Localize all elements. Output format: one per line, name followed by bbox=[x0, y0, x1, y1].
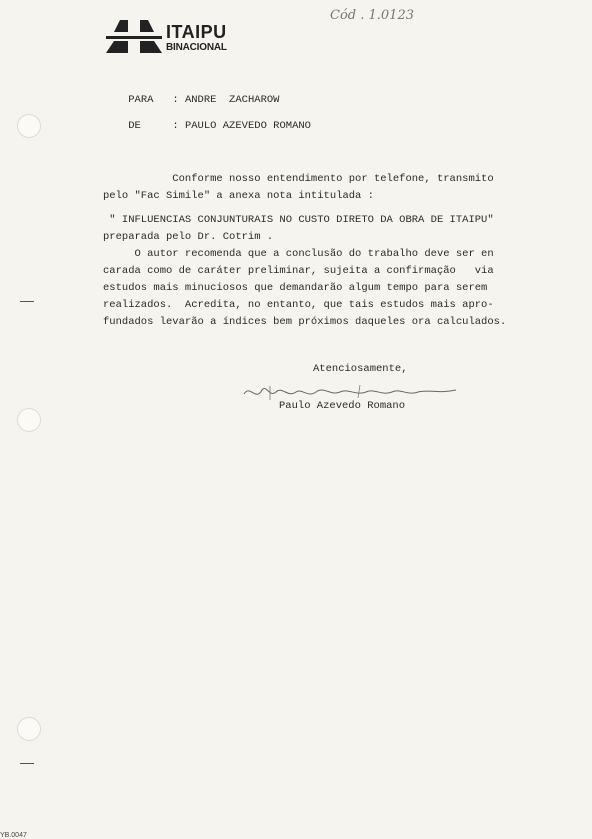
body-line: carada como de caráter preliminar, sujeita a confirmação via bbox=[103, 265, 494, 277]
punch-hole bbox=[17, 114, 41, 138]
from-value: PAULO AZEVEDO ROMANO bbox=[184, 120, 311, 132]
fold-mark bbox=[20, 301, 34, 302]
signer-name: Paulo Azevedo Romano bbox=[279, 400, 406, 412]
from-row bbox=[103, 108, 311, 144]
footer-code: YB.0047 bbox=[0, 832, 27, 839]
body-line: pelo "Fac Simile" a anexa nota intitulada : bbox=[103, 190, 374, 202]
body-line: O autor recomenda que a conclusão do trabalho deve ser en bbox=[103, 248, 494, 260]
fold-mark bbox=[20, 763, 34, 764]
itaipu-logo-mark-icon bbox=[106, 20, 162, 54]
to-value: ANDRE ZACHAROW bbox=[184, 94, 280, 106]
body-line: estudos mais minuciosos que demandarão algum tempo para serem bbox=[103, 282, 488, 294]
from-label: DE : bbox=[128, 120, 179, 132]
logo-name: ITAIPU bbox=[166, 22, 227, 42]
logo-subtitle: BINACIONAL bbox=[166, 42, 227, 53]
handwritten-code: Cód . 1.0123 bbox=[330, 8, 414, 23]
body-line: Conforme nosso entendimento por telefone, transmito bbox=[103, 173, 494, 185]
punch-hole bbox=[17, 717, 41, 741]
body-line: fundados levarão a índices bem próximos daqueles ora calculados. bbox=[103, 316, 507, 328]
punch-hole bbox=[17, 408, 41, 432]
letter-body bbox=[103, 171, 573, 331]
body-line: realizados. Acredita, no entanto, que tais estudos mais apro- bbox=[103, 299, 494, 311]
to-label: PARA : bbox=[128, 94, 179, 106]
itaipu-logo bbox=[106, 20, 266, 56]
body-line: " INFLUENCIAS CONJUNTURAIS NO CUSTO DIRETO DA OBRA DE ITAIPU" bbox=[103, 214, 494, 226]
closing: Atenciosamente, bbox=[313, 363, 408, 375]
body-line: preparada pelo Dr. Cotrim . bbox=[103, 231, 274, 243]
